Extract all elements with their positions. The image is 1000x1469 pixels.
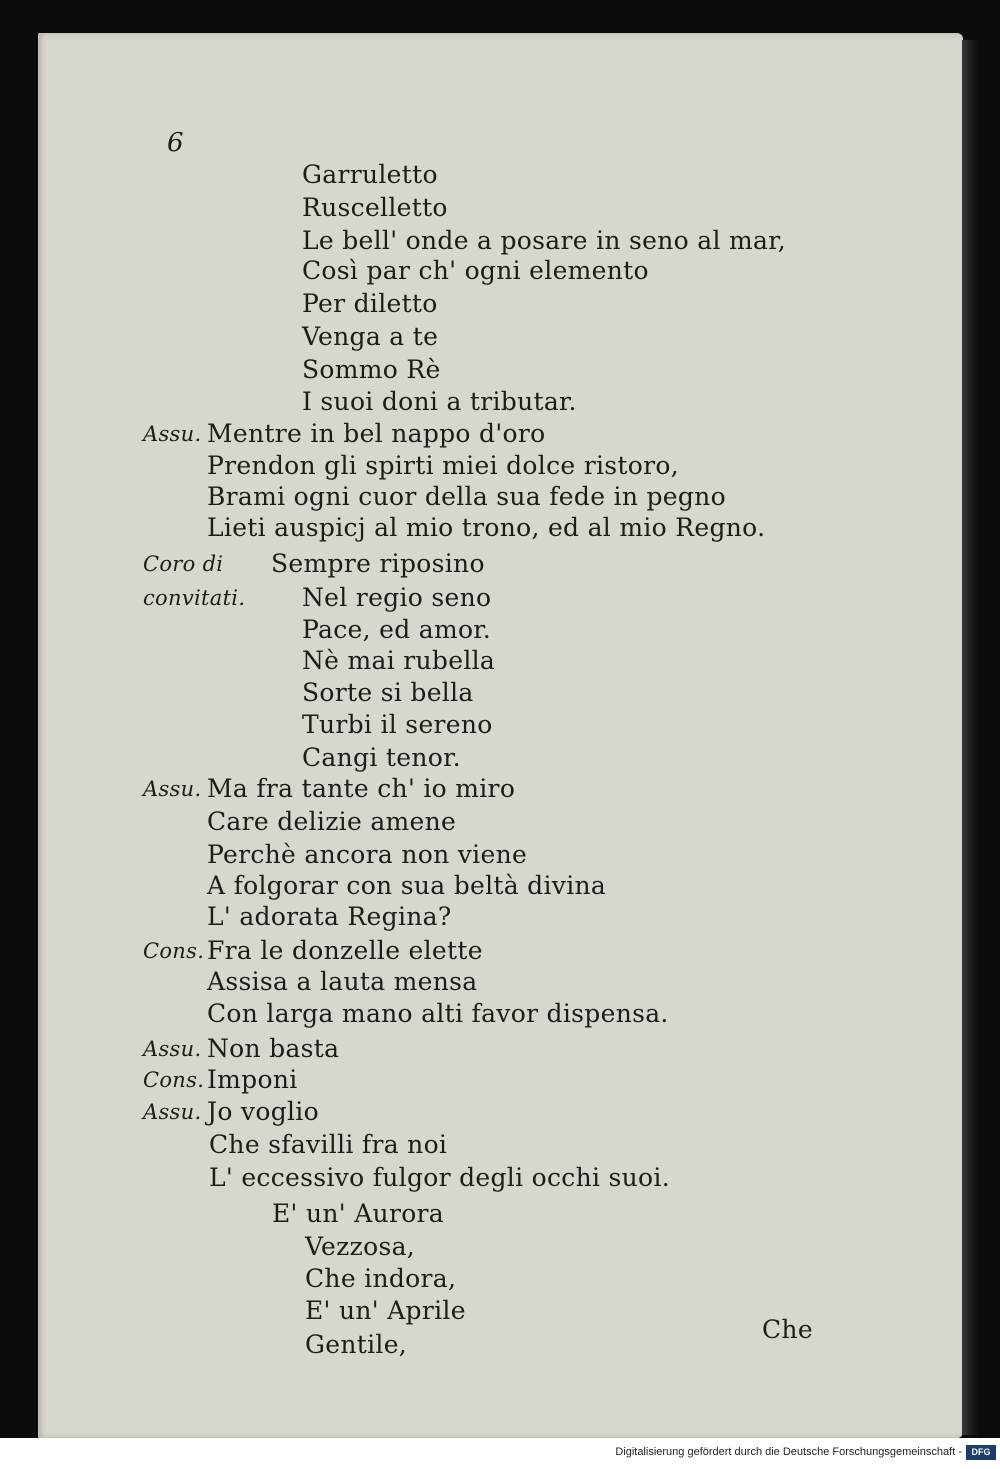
verse-line: Venga a te [302,322,439,351]
verse-line: Prendon gli spirti miei dolce ristoro, [207,451,679,480]
verse-line: Che sfavilli fra noi [209,1130,448,1159]
verse-line: Nel regio seno [302,583,492,612]
verse-line: Le bell' onde a posare in seno al mar, [302,226,786,255]
verse-line: Con larga mano alti favor dispensa. [207,999,669,1028]
speaker-label: Cons. [143,1068,205,1092]
verse-line: Imponi [207,1065,298,1094]
page-edge-shadow [962,40,980,1435]
verse-line: Così par ch' ogni elemento [302,256,649,285]
verse-line: Lieti auspicj al mio trono, ed al mio Regno. [207,513,766,542]
verse-line: Garruletto [302,160,438,189]
verse-line: Mentre in bel nappo d'oro [207,419,546,448]
footer-bar [0,1438,1000,1469]
verse-line: A folgorar con sua beltà divina [207,871,607,900]
footer-credit: Digitalisierung gefördert durch die Deutsche Forschungsgemeinschaft - [615,1446,962,1458]
speaker-label: Assu. [143,1100,202,1124]
verse-line: Che indora, [305,1264,457,1293]
speaker-label: Assu. [143,777,202,801]
verse-line: Pace, ed amor. [302,615,492,644]
verse-line: Assisa a lauta mensa [207,967,478,996]
verse-line: Sempre riposino [271,549,485,578]
speaker-label: Assu. [143,1037,202,1061]
verse-line: L' eccessivo fulgor degli occhi suoi. [209,1163,670,1192]
verse-line: Sorte si bella [302,678,474,707]
speaker-label: Cons. [143,939,205,963]
verse-line: E' un' Aprile [305,1296,466,1325]
verse-line: I suoi doni a tributar. [302,387,577,416]
verse-line: Vezzosa, [305,1232,416,1261]
verse-line: Gentile, [305,1330,408,1359]
speaker-label: Coro di [143,552,224,576]
speaker-label: convitati. [143,586,246,610]
verse-line: L' adorata Regina? [207,902,452,931]
dfg-logo: DFG [966,1445,996,1460]
verse-line: Brami ogni cuor della sua fede in pegno [207,482,726,511]
verse-line: Jo voglio [207,1097,319,1126]
catchword: Che [762,1315,813,1344]
verse-line: Ma fra tante ch' io miro [207,774,516,803]
verse-line: Per diletto [302,289,438,318]
page-number: 6 [167,128,184,158]
speaker-label: Assu. [143,422,202,446]
verse-line: Turbi il sereno [302,710,493,739]
verse-line: Sommo Rè [302,355,441,384]
verse-line: Care delizie amene [207,807,457,836]
verse-line: Non basta [207,1034,340,1063]
verse-line: Cangi tenor. [302,743,461,772]
verse-line: Fra le donzelle elette [207,936,483,965]
verse-line: Nè mai rubella [302,646,496,675]
verse-line: E' un' Aurora [272,1199,445,1228]
verse-line: Ruscelletto [302,193,448,222]
verse-line: Perchè ancora non viene [207,840,528,869]
